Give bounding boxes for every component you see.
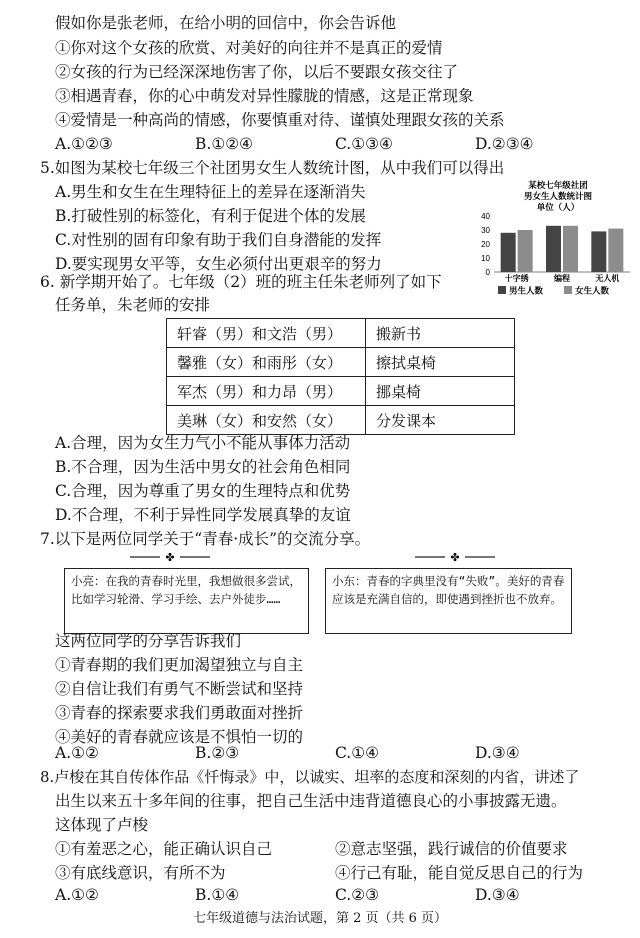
q7-lead: 这两位同学的分享告诉我们 <box>55 632 242 650</box>
table-cell: 军杰（男）和力昂（男） <box>167 377 366 406</box>
q4-item-1: ①你对这个女孩的欣赏、对美好的向往并不是真正的爱情 <box>55 39 443 57</box>
q8-item-1: ①有羞恶之心，能正确认识自己 <box>55 840 273 858</box>
table-cell: 馨雅（女）和雨彤（女） <box>167 348 366 377</box>
chart-ylabel: 单位（人） <box>536 202 580 212</box>
y-tick-label: 0 <box>485 268 490 277</box>
q4-item-3: ③相遇青春，你的心中萌发对异性朦胧的情感，这是正常现象 <box>55 87 474 105</box>
category-label: 无人机 <box>595 274 620 283</box>
task-table <box>166 318 515 435</box>
chart-title-line-1: 某校七年级社团 <box>528 180 588 190</box>
bar-female <box>608 229 623 272</box>
table-row <box>167 319 515 348</box>
q4-item-2: ②女孩的行为已经深深地伤害了你，以后不要跟女孩交往了 <box>55 63 459 81</box>
q8-stem-1: 8.卢梭在其自传体作品《忏悔录》中，以诚实、坦率的态度和深刻的内省，讲述了 <box>40 768 580 786</box>
q5-stem: 5.如图为某校七年级三个社团男女生人数统计图，从中我们可以得出 <box>40 159 505 177</box>
q5-option-b[interactable]: B.打破性别的标签化，有利于促进个体的发展 <box>55 207 366 225</box>
bar-male <box>501 233 516 272</box>
category-label: 编程 <box>554 274 570 283</box>
share-box-xiaoliang: 小亮：在我的青春时光里，我想做很多尝试，比如学习轮滑、学习手绘、去户外徒步…… <box>64 568 309 634</box>
y-tick-label: 10 <box>481 254 490 263</box>
q7-item-4: ④美好的青春就应该是不惧怕一切的 <box>55 728 304 746</box>
q8-item-4: ④行己有耻，能自觉反思自己的行为 <box>335 864 584 882</box>
y-tick-label: 40 <box>481 212 490 221</box>
table-cell: 擦拭桌椅 <box>366 348 515 377</box>
q6-option-c[interactable]: C.合理，因为尊重了男女的生理特点和优势 <box>55 482 351 500</box>
q7-option-b[interactable]: B.②③ <box>195 744 240 762</box>
bar-male <box>591 231 606 272</box>
legend-swatch <box>498 286 506 294</box>
q7-item-2: ②自信让我们有勇气不断尝试和坚持 <box>55 680 304 698</box>
q7-option-d[interactable]: D.③④ <box>475 744 520 762</box>
share-box-xiaodong: 小东：青春的字典里没有“失败”。美好的青春应该是充满自信的，即使遇到挫折也不放弃。 <box>325 568 572 634</box>
bar-male <box>546 226 561 272</box>
q6-stem-2: 任务单，朱老师的安排 <box>55 296 211 314</box>
page-footer: 七年级道德与法治试题，第 2 页（共 6 页） <box>192 911 448 926</box>
q8-option-c[interactable]: C.②③ <box>335 886 380 904</box>
q8-item-3: ③有底线意识，有所不为 <box>55 864 226 882</box>
q5-option-c[interactable]: C.对性别的固有印象有助于我们自身潜能的发挥 <box>55 231 382 249</box>
q8-option-d[interactable]: D.③④ <box>475 886 520 904</box>
legend-label: 男生人数 <box>509 285 544 296</box>
q8-item-2: ②意志坚强，践行诚信的价值要求 <box>335 840 568 858</box>
q6-option-a[interactable]: A.合理，因为女生力气小不能从事体力活动 <box>55 434 351 452</box>
table-cell: 分发课本 <box>366 406 515 435</box>
q7-option-c[interactable]: C.①④ <box>335 744 380 762</box>
q4-option-a[interactable]: A.①②③ <box>55 135 113 153</box>
club-gender-chart <box>470 176 632 304</box>
q4-item-4: ④爱情是一种高尚的情感，你要慎重对待、谨慎处理跟女孩的关系 <box>55 111 505 129</box>
q5-option-d[interactable]: D.要实现男女平等，女生必须付出更艰辛的努力 <box>55 255 382 273</box>
q7-stem: 7.以下是两位同学关于“青春·成长”的交流分享。 <box>40 530 371 548</box>
table-row <box>167 348 515 377</box>
y-tick-label: 30 <box>481 226 490 235</box>
table-cell: 美琳（女）和安然（女） <box>167 406 366 435</box>
q4-option-c[interactable]: C.①③④ <box>335 135 393 153</box>
q6-option-d[interactable]: D.不合理，不利于异性同学发展真挚的友谊 <box>55 506 351 524</box>
q5-option-a[interactable]: A.男生和女生在生理特征上的差异在逐渐消失 <box>55 183 366 201</box>
q6-stem-1: 6. 新学期开始了。七年级（2）班的班主任朱老师列了如下 <box>40 273 442 291</box>
q7-option-a[interactable]: A.①② <box>55 744 99 762</box>
table-cell: 轩睿（男）和文浩（男） <box>167 319 366 348</box>
legend-label: 女生人数 <box>575 285 610 296</box>
table-cell: 挪桌椅 <box>366 377 515 406</box>
bar-female <box>563 226 578 272</box>
legend-swatch <box>564 286 572 294</box>
leaf-divider-left <box>130 550 210 564</box>
q4-intro: 假如你是张老师，在给小明的回信中，你会告诉他 <box>55 14 397 32</box>
q8-option-a[interactable]: A.①② <box>55 886 99 904</box>
q6-option-b[interactable]: B.不合理，因为生活中男女的社会角色相同 <box>55 458 351 476</box>
leaf-divider-right <box>415 550 495 564</box>
category-label: 十字绣 <box>504 274 529 283</box>
q7-item-1: ①青春期的我们更加渴望独立与自主 <box>55 656 304 674</box>
table-row <box>167 377 515 406</box>
q4-option-d[interactable]: D.②③④ <box>475 135 534 153</box>
bar-female <box>518 230 533 272</box>
q8-stem-2: 出生以来五十多年间的往事，把自己生活中违背道德良心的小事披露无遗。 <box>55 792 567 810</box>
table-cell: 搬新书 <box>366 319 515 348</box>
chart-title-line-2: 男女生人数统计图 <box>523 191 593 201</box>
svg-text:✤: ✤ <box>165 551 175 564</box>
y-tick-label: 20 <box>481 240 490 249</box>
q4-option-b[interactable]: B.①②④ <box>195 135 254 153</box>
table-row <box>167 406 515 435</box>
svg-text:✤: ✤ <box>450 551 460 564</box>
q7-item-3: ③青春的探索要求我们勇敢面对挫折 <box>55 704 304 722</box>
q8-stem-3: 这体现了卢梭 <box>55 816 149 834</box>
q8-option-b[interactable]: B.①④ <box>195 886 240 904</box>
